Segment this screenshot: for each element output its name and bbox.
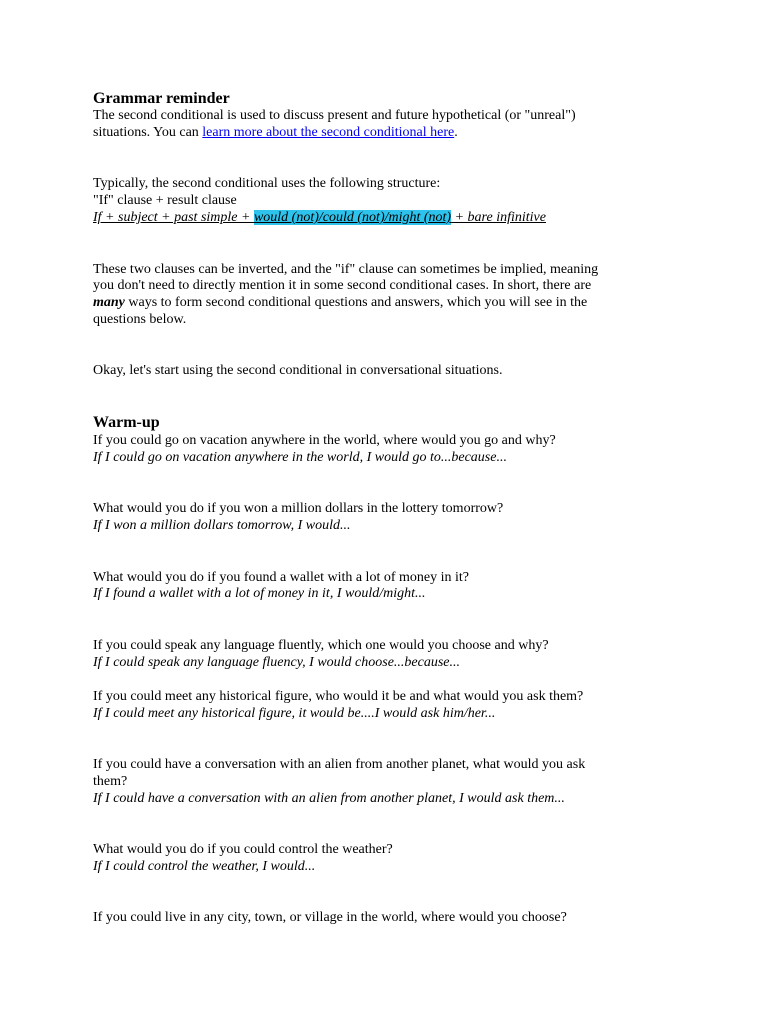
question-3: What would you do if you found a wallet with a lot of money in it? — [93, 570, 469, 585]
question-1: If you could go on vacation anywhere in the world, where would you go and why? — [93, 433, 556, 448]
question-2: What would you do if you won a million dollars in the lottery tomorrow? — [93, 501, 504, 516]
answer-6: If I could have a conversation with an alien from another planet, I would ask them... — [93, 791, 565, 806]
answer-1: If I could go on vacation anywhere in the world, I would go to...because... — [93, 450, 507, 465]
question-4: If you could speak any language fluently, which one would you choose and why? — [93, 638, 549, 653]
answer-3: If I found a wallet with a lot of money in it, I would/might... — [93, 586, 426, 601]
note-line4: questions below. — [93, 312, 187, 327]
note-line3 — [93, 294, 587, 311]
grammar-heading: Grammar reminder — [93, 90, 230, 107]
structure-formula — [93, 209, 546, 226]
note-line1: These two clauses can be inverted, and the "if" clause can sometimes be implied, meaning — [93, 262, 599, 277]
question-8: If you could live in any city, town, or village in the world, where would you choose? — [93, 910, 567, 925]
formula-suffix: + bare infinitive — [451, 210, 546, 225]
question-6-cont: them? — [93, 774, 128, 789]
note-line3-rest: ways to form second conditional questions and answers, which you will see in the — [124, 295, 588, 310]
answer-7: If I could control the weather, I would... — [93, 859, 316, 874]
answer-5: If I could meet any historical figure, it would be....I would ask him/her... — [93, 706, 496, 721]
answer-2: If I won a million dollars tomorrow, I would... — [93, 518, 351, 533]
second-conditional-link[interactable]: learn more about the second conditional here — [202, 125, 455, 140]
question-7: What would you do if you could control the weather? — [93, 842, 393, 857]
formula-highlight: would (not)/could (not)/might (not) — [253, 210, 452, 225]
intro-text: situations. You can — [93, 125, 203, 140]
warmup-heading: Warm-up — [93, 414, 160, 431]
note-line2: you don't need to directly mention it in some second conditional cases. In short, there are — [93, 278, 592, 293]
grammar-intro-line1: The second conditional is used to discuss present and future hypothetical (or "unreal") — [93, 108, 576, 123]
question-6: If you could have a conversation with an alien from another planet, what would you ask — [93, 757, 586, 772]
note-emphasis: many — [93, 295, 125, 310]
question-5: If you could meet any historical figure, who would it be and what would you ask them? — [93, 689, 584, 704]
intro-period: . — [454, 125, 458, 140]
formula-prefix: If + subject + past simple + — [93, 210, 254, 225]
answer-4: If I could speak any language fluency, I would choose...because... — [93, 655, 461, 670]
okay-line: Okay, let's start using the second conditional in conversational situations. — [93, 363, 503, 378]
structure-line1: Typically, the second conditional uses the following structure: — [93, 176, 441, 191]
structure-line2: "If" clause + result clause — [93, 193, 237, 208]
grammar-intro-line2 — [93, 124, 458, 141]
